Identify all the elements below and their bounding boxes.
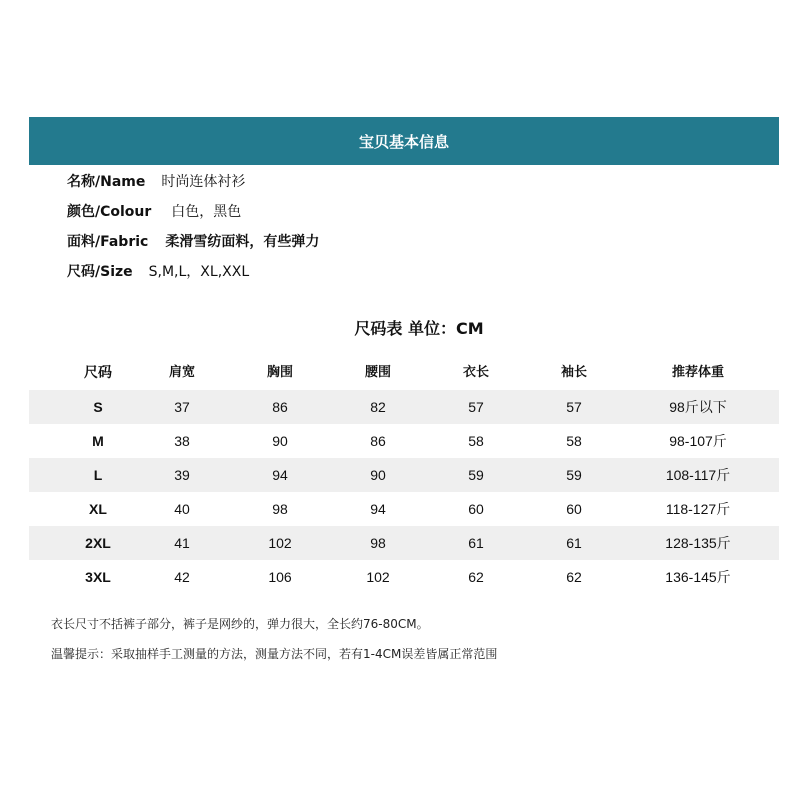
value-cell: 82: [370, 399, 386, 415]
value-cell: 118-127斤: [665, 501, 731, 517]
value-cell: 袖长: [560, 365, 587, 380]
size-table: [29, 356, 779, 594]
value-cell: 57: [566, 399, 582, 415]
info-value: S,M,L，XL,XXL: [148, 264, 250, 280]
table-row: [29, 424, 779, 458]
size-cell: M: [92, 433, 104, 449]
value-cell: 肩宽: [168, 365, 195, 380]
size-cell: L: [93, 467, 103, 483]
notes: [51, 614, 497, 674]
size-table-title: 尺码表 单位：CM: [354, 319, 484, 338]
value-cell: 59: [468, 467, 484, 483]
value-cell: 推荐体重: [671, 365, 724, 380]
value-cell: 58: [468, 433, 484, 449]
size-cell: 3XL: [85, 569, 111, 585]
info-label: 面料/Fabric: [67, 234, 149, 250]
value-cell: 60: [468, 501, 484, 517]
info-label: 颜色/Colour: [67, 204, 152, 220]
table-row: [29, 560, 779, 594]
value-cell: 61: [468, 535, 484, 551]
value-cell: 57: [468, 399, 484, 415]
value-cell: 94: [272, 467, 288, 483]
value-cell: 102: [366, 569, 390, 585]
banner-title: 宝贝基本信息: [358, 132, 449, 151]
table-row: [29, 526, 779, 560]
value-cell: 62: [566, 569, 582, 585]
value-cell: 102: [268, 535, 292, 551]
info-row: [67, 196, 319, 226]
size-cell: 尺码: [84, 365, 112, 381]
value-cell: 62: [468, 569, 484, 585]
value-cell: 38: [174, 433, 190, 449]
info-value: 白色，黑色: [171, 204, 242, 220]
value-cell: 86: [370, 433, 386, 449]
value-cell: 37: [174, 399, 190, 415]
value-cell: 108-117斤: [665, 467, 731, 483]
value-cell: 106: [268, 569, 292, 585]
value-cell: 61: [566, 535, 582, 551]
value-cell: 90: [272, 433, 288, 449]
info-banner: [29, 117, 779, 165]
size-cell: S: [93, 399, 103, 415]
value-cell: 59: [566, 467, 582, 483]
value-cell: 胸围: [266, 365, 293, 380]
table-row: [29, 390, 779, 424]
value-cell: 98斤以下: [669, 399, 727, 415]
value-cell: 60: [566, 501, 582, 517]
info-row: [67, 256, 319, 286]
value-cell: 98: [370, 535, 386, 551]
info-row: [67, 166, 319, 196]
info-row: [67, 226, 319, 256]
value-cell: 42: [174, 569, 190, 585]
info-value: 柔滑雪纺面料，有些弹力: [165, 234, 320, 250]
value-cell: 98: [272, 501, 288, 517]
value-cell: 58: [566, 433, 582, 449]
info-value: 时尚连体衬衫: [161, 174, 246, 190]
note-text: 温馨提示：采取抽样手工测量的方法，测量方法不同，若有1-4CM误差皆属正常范围: [51, 647, 498, 661]
size-cell: XL: [89, 501, 107, 517]
info-label: 尺码/Size: [67, 264, 133, 280]
info-label: 名称/Name: [67, 174, 146, 190]
value-cell: 40: [174, 501, 190, 517]
value-cell: 41: [174, 535, 190, 551]
value-cell: 39: [174, 467, 190, 483]
value-cell: 128-135斤: [665, 535, 731, 551]
table-row: [29, 458, 779, 492]
value-cell: 86: [272, 399, 288, 415]
value-cell: 衣长: [462, 365, 489, 380]
value-cell: 90: [370, 467, 386, 483]
product-info: [67, 166, 319, 286]
table-header: [29, 356, 779, 390]
table-row: [29, 492, 779, 526]
value-cell: 98-107斤: [669, 433, 727, 449]
value-cell: 腰围: [364, 365, 391, 380]
note-text: 衣长尺寸不括裤子部分，裤子是网纱的，弹力很大，全长约76-80CM。: [51, 617, 429, 631]
value-cell: 94: [370, 501, 386, 517]
value-cell: 136-145斤: [665, 569, 731, 585]
size-cell: 2XL: [85, 535, 111, 551]
